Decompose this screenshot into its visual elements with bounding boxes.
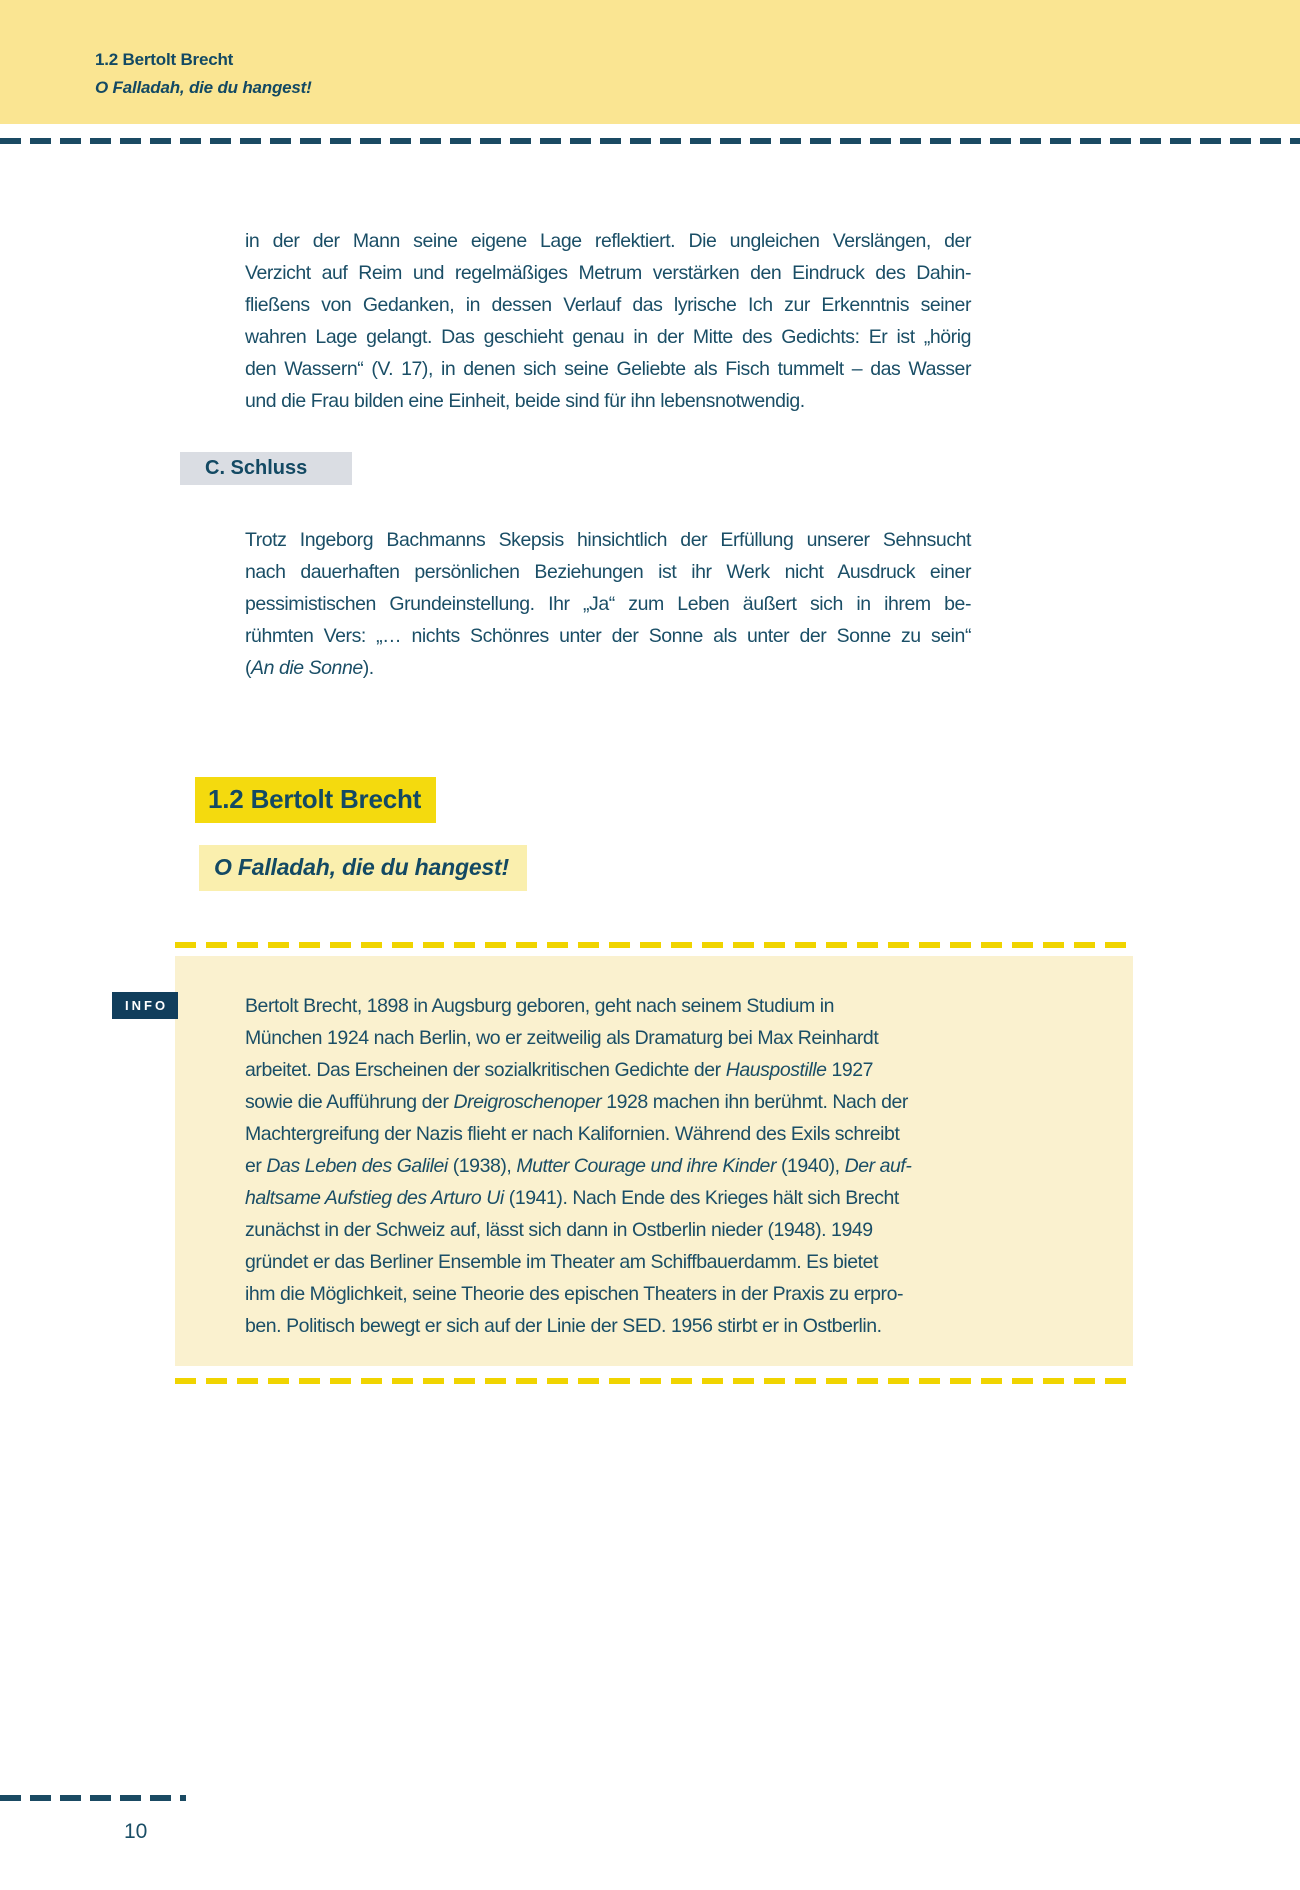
text-line: (An die Sonne). — [245, 657, 374, 679]
text-line: zunächst in der Schweiz auf, lässt sich dann in Ostberlin nieder (1948). 1949 — [245, 1219, 873, 1241]
header-dashed-divider — [0, 138, 1300, 144]
chapter-heading-highlighted: 1.2 Bertolt Brecht — [195, 777, 436, 823]
text-line: in der der Mann seine eigene Lage reflektiert. Die ungleichen Verslängen, der — [245, 230, 971, 252]
page-header-band — [0, 0, 1300, 124]
italic-work-title: An die Sonne — [251, 657, 363, 679]
text-line: Bertolt Brecht, 1898 in Augsburg geboren, geht nach seinem Studium in — [245, 995, 835, 1017]
text-line: haltsame Aufstieg des Arturo Ui (1941). Nach Ende des Krieges hält sich Brecht — [245, 1187, 899, 1209]
italic-work-title: Das Leben des Galilei — [266, 1155, 448, 1177]
conclusion-paragraph — [245, 524, 971, 684]
text-line: Machtergreifung der Nazis flieht er nach Kalifornien. Während des Exils schreibt — [245, 1123, 900, 1145]
text-line: und die Frau bilden eine Einheit, beide sind für ihn lebensnotwendig. — [245, 390, 805, 412]
text-line: München 1924 nach Berlin, wo er zeitweilig als Dramaturg bei Max Reinhardt — [245, 1027, 879, 1049]
text-line: ben. Politisch bewegt er sich auf der Linie der SED. 1956 stirbt er in Ostberlin. — [245, 1315, 882, 1337]
text-line: nach dauerhaften persönlichen Beziehungen ist ihr Werk nicht Ausdruck einer — [245, 561, 971, 583]
info-margin-label: INFO — [112, 992, 178, 1019]
running-header-chapter: 1.2 Bertolt Brecht — [95, 50, 234, 69]
text-line: wahren Lage gelangt. Das geschieht genau in der Mitte des Gedichts: Er ist „hörig — [245, 326, 971, 348]
text-line: rühmten Vers: „… nichts Schönres unter der Sonne als unter der Sonne zu sein“ — [245, 625, 971, 647]
italic-work-title: Hauspostille — [725, 1059, 827, 1081]
page-number: 10 — [124, 1820, 148, 1843]
text-line: Trotz Ingeborg Bachmanns Skepsis hinsichtlich der Erfüllung unserer Sehnsucht — [245, 529, 971, 551]
italic-work-title: Dreigroschenoper — [453, 1091, 602, 1113]
text-line: gründet er das Berliner Ensemble im Theater am Schiffbauerdamm. Es bietet — [245, 1251, 879, 1273]
text-line: arbeitet. Das Erscheinen der sozialkritischen Gedichte der Hauspostille 1927 — [245, 1059, 874, 1081]
info-box-bottom-dashed-rule — [175, 1378, 1133, 1384]
text-line: fließens von Gedanken, in dessen Verlauf das lyrische Ich zur Erkenntnis seiner — [245, 294, 971, 316]
analysis-paragraph — [245, 225, 971, 417]
italic-work-title: Der auf- — [844, 1155, 912, 1177]
footer-dashed-rule — [0, 1795, 186, 1801]
text-line: pessimistischen Grundeinstellung. Ihr „Ja“ zum Leben äußert sich in ihrem be- — [245, 593, 971, 615]
text-line: er Das Leben des Galilei (1938), Mutter Courage und ihre Kinder (1940), Der auf- — [245, 1155, 912, 1177]
info-box-top-dashed-rule — [175, 942, 1133, 948]
section-heading-schluss: C. Schluss — [180, 452, 352, 485]
italic-work-title: Mutter Courage und ihre Kinder — [516, 1155, 776, 1177]
italic-work-title: haltsame Aufstieg des Arturo Ui — [245, 1187, 504, 1209]
running-header-work-title: O Falladah, die du hangest! — [95, 78, 312, 97]
info-biography-text — [245, 990, 1113, 1342]
text-line: den Wassern“ (V. 17), in denen sich seine Geliebte als Fisch tummelt – das Wasser — [245, 358, 971, 380]
text-line: ihm die Möglichkeit, seine Theorie des epischen Theaters in der Praxis zu erpro- — [245, 1283, 904, 1305]
text-line: Verzicht auf Reim und regelmäßiges Metrum verstärken den Eindruck des Dahin- — [245, 262, 971, 284]
text-line: sowie die Aufführung der Dreigroschenoper 1928 machen ihn berühmt. Nach der — [245, 1091, 908, 1113]
chapter-subtitle-highlighted: O Falladah, die du hangest! — [199, 845, 527, 891]
